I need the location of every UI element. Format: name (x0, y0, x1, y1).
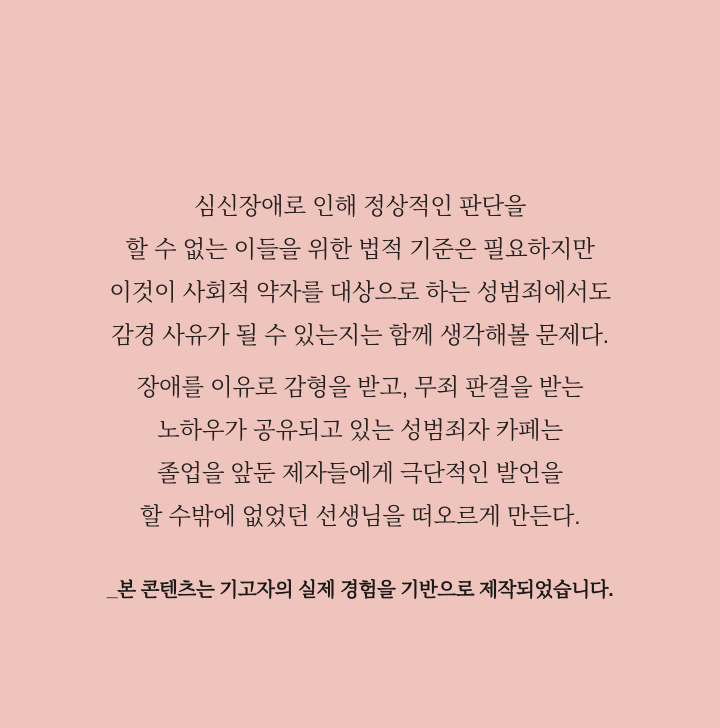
paragraph-line: 할 수 없는 이들을 위한 법적 기준은 필요하지만 (125, 236, 595, 262)
footnote-text: _본 콘텐츠는 기고자의 실제 경험을 기반으로 제작되었습니다. (106, 579, 614, 601)
paragraph-line: 장애를 이유로 감형을 받고, 무죄 판결을 받는 (136, 374, 584, 400)
paragraph-line: 할 수밖에 없었던 선생님을 떠오르게 만든다. (139, 503, 581, 529)
paragraph-line: 노하우가 공유되고 있는 성범죄자 카페는 (157, 417, 563, 443)
paragraph-line: 감경 사유가 될 수 있는지는 함께 생각해볼 문제다. (111, 322, 609, 348)
paragraph-line: 졸업을 앞둔 제자들에게 극단적인 발언을 (157, 460, 563, 486)
paragraph-line: 이것이 사회적 약자를 대상으로 하는 성범죄에서도 (109, 279, 611, 305)
paragraph-line: 심신장애로 인해 정상적인 판단을 (193, 193, 527, 219)
footnote-block (0, 576, 720, 604)
paragraph-block (0, 185, 720, 538)
